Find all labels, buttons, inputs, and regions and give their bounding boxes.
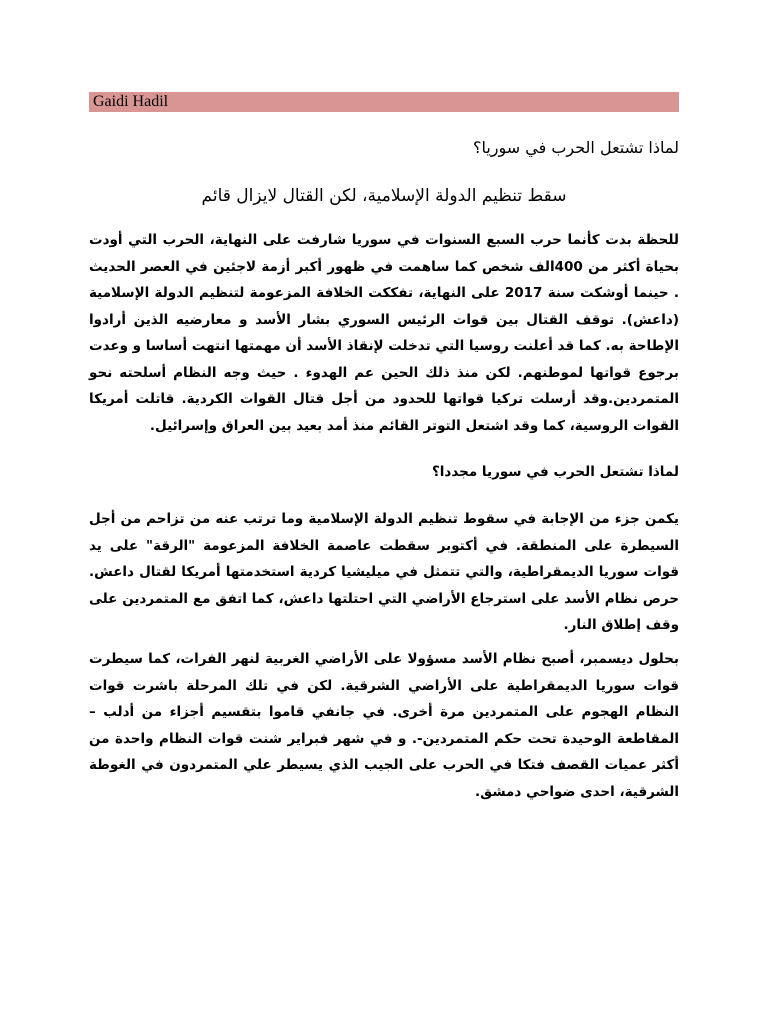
paragraph-1: للحظة بدت كأنما حرب السبع السنوات في سوريا شارفت على النهاية، الحرب التي أودت بحياة أكثر من 400الف شخص كما ساهمت في ظهور أكبر أزمة لاجئين في العصر الحديث . حينما أوشكت سنة 2017 على النهاية، تفككت الخلافة المزعومة لتنظيم الدولة الإسلامية (داعش). توقف القتال بين قوات الرئيس السوري بشار الأسد و معارضيه الذين أرادوا الإطاحة به. كما قد أعلنت روسيا التي تدخلت لإنقاذ الأسد أن مهمتها انتهت أساسا و وعدت برجوع قواتها لموطنهم. لكن منذ ذلك الحين عم الهدوء . حيث وجه النظام أسلحته نحو المتمردين.وقد أرسلت تركيا قواتها للحدود من أجل قتال القوات الكردية. قاتلت أمريكا القوات الروسية، كما وقد اشتعل التوتر القائم منذ أمد بعيد بين العراق وإسرائيل. (89, 232, 679, 434)
question-heading-2: لماذا تشتعل الحرب في سوريا مجددا؟ (431, 464, 679, 480)
question-heading-1: لماذا تشتعل الحرب في سوريا؟ (472, 138, 679, 157)
paragraph-3: بحلول ديسمبر، أصبح نظام الأسد مسؤولا على الأراضي الغربية لنهر الفرات، كما سيطرت قوات سوريا الديمقراطية على الأراضي الشرقية. لكن في تلك المرحلة باشرت قوات النظام الهجوم على المتمردين مرة أخرى. في جانفي قاموا بتقسيم أجزاء من أدلب –المقاطعة الوحيدة تحت حكم المتمردين-. و في شهر فبراير شنت قوات النظام واحدة من أكثر عميات القصف فتكا في الحرب على الجيب الذي يسيطر علي المتمردون في الغوطة الشرقية، احدى ضواحي دمشق. (89, 651, 679, 800)
author-name-bar: Gaidi Hadil (89, 92, 679, 112)
paragraph-2: يكمن جزء من الإجابة في سقوط تنظيم الدولة الإسلامية وما ترتب عنه من تزاحم من أجل السيطرة على المنطقة. في أكتوبر سقطت عاصمة الخلافة المزعومة "الرقة" على يد قوات سوريا الديمقراطية، والتي تتمثل في ميليشيا كردية استخدمتها أمريكا لقتال داعش. حرص نظام الأسد على استرجاع الأراضي التي احتلتها داعش، كما اتفق مع المتمردين على وقف إطلاق النار. (89, 511, 679, 633)
article-subtitle: سقط تنظيم الدولة الإسلامية، لكن القتال لايزال قائم (201, 186, 567, 206)
